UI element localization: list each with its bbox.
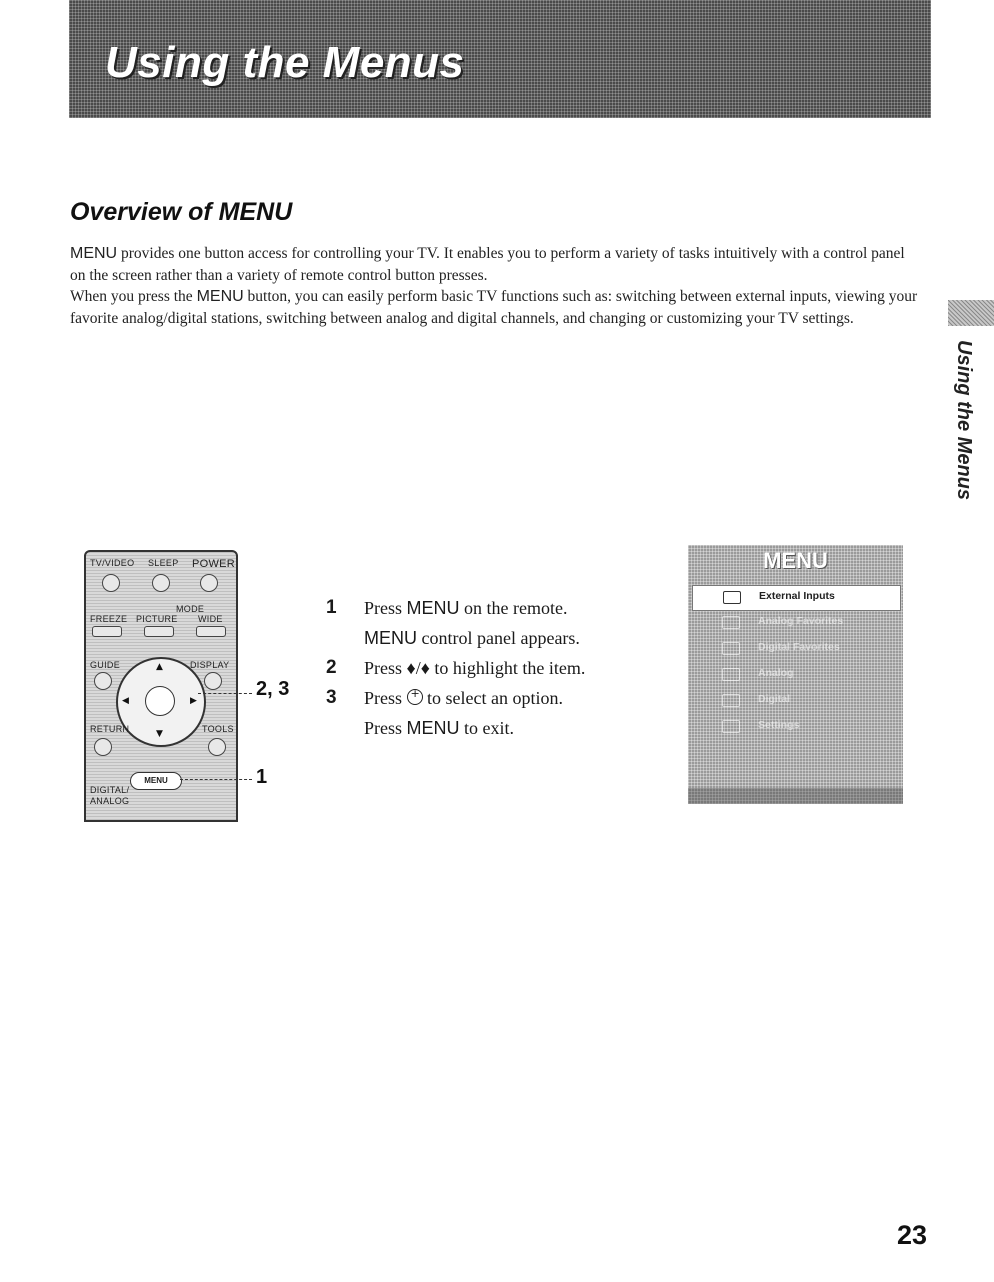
freeze-button [92,626,122,637]
remote-label-digital: DIGITAL/ [90,785,130,795]
input-icon [723,591,741,604]
tools-button [208,738,226,756]
intro-line-2: When you press the MENU button, you can easily perform basic TV functions such as: switching between external inputs, viewing your favorite analog/digital stations, switching between analog and digital channels, and changing or customizing your TV settings. [70,288,918,327]
page-number: 23 [897,1220,928,1250]
remote-label-return: RETURN [90,724,130,734]
tv-menu-item-analog: Analog [692,663,899,687]
remote-label-picture: PICTURE [136,614,178,624]
section-title: Overview of MENU [70,198,293,226]
favorites-icon [722,616,740,629]
dpad-down-icon: ▼ [156,729,163,739]
favorites-icon [722,642,740,655]
callout-line-menu [180,779,252,780]
dpad-up-icon: ▲ [156,662,163,672]
step-text: Press ♦/♦ to highlight the item. [364,658,586,678]
tv-menu-item-digital: Digital [692,689,899,713]
dpad-right-icon: ▶ [190,696,197,706]
remote-label-tools: TOOLS [202,724,234,734]
sleep-button [152,574,170,592]
intro-paragraph [70,243,920,329]
tv-menu-screenshot [688,545,903,804]
settings-icon [722,720,740,733]
side-tab-label: Using the Menus [953,340,975,501]
display-button [204,672,222,690]
tv-menu-title: MENU [763,548,828,573]
tv-menu-item-external-inputs: External Inputs [692,585,901,611]
step-number: 2 [326,657,337,678]
remote-label-tv-video: TV/VIDEO [90,558,135,568]
power-button [200,574,218,592]
step-number: 1 [326,597,337,618]
picture-button [144,626,174,637]
dpad [116,657,206,747]
dpad-enter-button [145,686,175,716]
step-text: Press MENU on the remote. [364,598,568,618]
callout-dpad: 2, 3 [256,678,290,700]
remote-illustration [84,550,238,822]
remote-label-sleep: SLEEP [148,558,179,568]
intro-line-1: MENU provides one button access for controlling your TV. It enables you to perform a variety of tasks intuitively with a control panel on the screen rather than a variety of remote control button presses. [70,245,905,284]
tv-menu-item-analog-favorites: Analog Favorites [692,611,899,635]
tv-menu-item-settings: Settings [692,715,899,739]
chapter-banner [69,0,931,118]
wide-button [196,626,226,637]
step-text: Press + to select an option. [364,688,563,709]
side-tab-marker [948,300,994,326]
remote-label-freeze: FREEZE [90,614,128,624]
remote-label-power: POWER [192,558,236,570]
remote-label-display: DISPLAY [190,660,230,670]
remote-label-mode: MODE [176,604,205,614]
tv-video-button [102,574,120,592]
step-number: 3 [326,687,337,708]
remote-label-analog: ANALOG [90,796,130,806]
tv-icon [722,668,740,681]
remote-menu-button: MENU [130,772,182,790]
dpad-left-icon: ◀ [122,696,129,706]
guide-button [94,672,112,690]
chapter-title: Using the Menus [105,38,465,87]
enter-button-icon [407,689,423,705]
return-button [94,738,112,756]
callout-menu: 1 [256,766,268,788]
step-text: Press MENU to exit. [364,718,515,738]
callout-line-dpad [198,693,252,694]
tv-menu-footer [688,788,903,804]
remote-label-guide: GUIDE [90,660,121,670]
remote-label-wide: WIDE [198,614,223,624]
tv-menu-item-digital-favorites: Digital Favorites [692,637,899,661]
step-text: MENU control panel appears. [364,628,580,648]
tv-icon [722,694,740,707]
